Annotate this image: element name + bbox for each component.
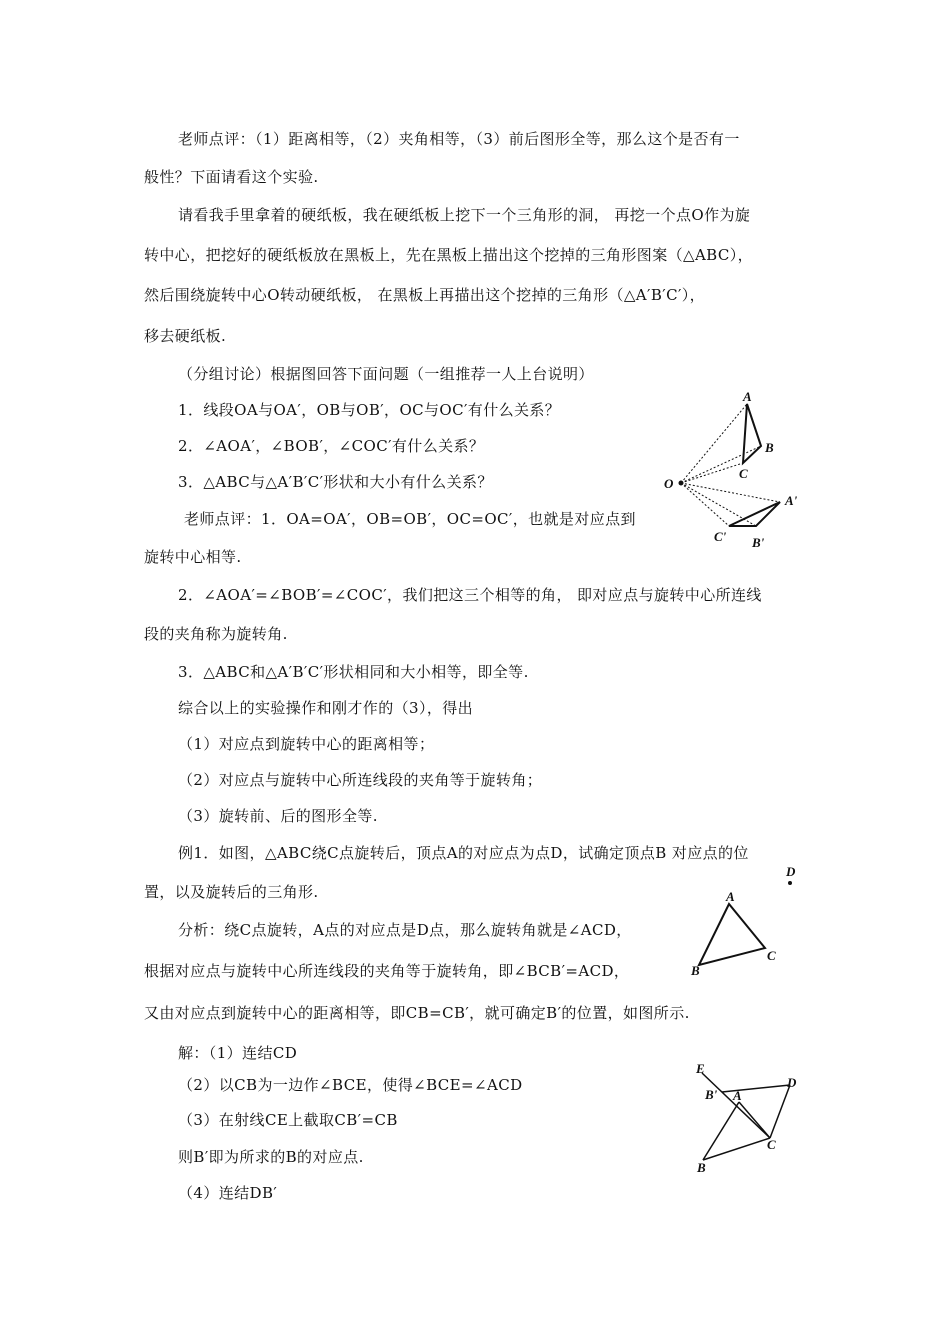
text-line: 置，以及旋转后的三角形.: [144, 883, 319, 901]
construction-figure-3: [685, 1057, 825, 1177]
label-e: E: [696, 1061, 705, 1076]
label-d: D: [786, 864, 796, 879]
text-line: 老师点评：1．OA=OA′，OB=OB′，OC=OC′，也就是对应点到: [184, 510, 636, 528]
point-d: [788, 881, 792, 885]
label-b: B: [697, 1160, 706, 1175]
text-line: 3．△ABC与△A′B′C′形状和大小有什么关系？: [178, 473, 493, 491]
text-line: 则B′即为所求的B的对应点.: [178, 1148, 364, 1166]
label-c: C: [767, 948, 776, 963]
label-a-prime: A': [785, 493, 798, 508]
triangle-figure-2: [685, 862, 815, 982]
text-line: 1．线段OA与OA′，OB与OB′，OC与OC′有什么关系？: [178, 401, 561, 419]
label-b-prime: B': [705, 1087, 718, 1102]
text-line: 段的夹角称为旋转角.: [144, 625, 288, 643]
text-line: 然后围绕旋转中心O转动硬纸板， 在黑板上再描出这个挖掉的三角形（△A′B′C′），: [144, 286, 706, 304]
text-line: 2．∠AOA′=∠BOB′=∠COC′，我们把这三个相等的角， 即对应点与旋转中心所连线: [178, 586, 762, 604]
rotation-figure-1: [650, 385, 820, 555]
text-line: 又由对应点到旋转中心的距离相等，即CB=CB′，就可确定B′的位置，如图所示.: [144, 1004, 690, 1022]
label-a: A: [743, 389, 752, 404]
label-b: B: [691, 963, 700, 978]
label-b-prime: B': [752, 535, 765, 550]
text-line: 2．∠AOA′，∠BOB′，∠COC′有什么关系？: [178, 437, 485, 455]
text-line: 例1．如图，△ABC绕C点旋转后，顶点A的对应点为点D，试确定顶点B 对应点的位: [178, 844, 749, 862]
text-line: 移去硬纸板.: [144, 327, 227, 345]
text-line: 根据对应点与旋转中心所连线段的夹角等于旋转角，即∠BCB′=ACD，: [144, 962, 630, 980]
text-line: 转中心，把挖好的硬纸板放在黑板上，先在黑板上描出这个挖掉的三角形图案（△ABC），: [144, 246, 754, 264]
text-line: 解：（1）连结CD: [178, 1044, 298, 1062]
label-b: B: [765, 440, 774, 455]
text-line: 请看我手里拿着的硬纸板，我在硬纸板上挖下一个三角形的洞， 再挖一个点O作为旋: [178, 206, 751, 224]
text-line: （2）对应点与旋转中心所连线段的夹角等于旋转角；: [178, 771, 543, 789]
label-a: A: [726, 889, 735, 904]
text-line: 综合以上的实验操作和刚才作的（3），得出: [178, 699, 474, 717]
label-o: O: [664, 476, 674, 491]
text-line: 分析：绕C点旋转，A点的对应点是D点，那么旋转角就是∠ACD，: [178, 921, 632, 939]
text-line: （3）旋转前、后的图形全等.: [178, 807, 378, 825]
label-c-prime: C': [714, 529, 727, 544]
point-o: [679, 481, 684, 486]
text-line: 3．△ABC和△A′B′C′形状相同和大小相等，即全等.: [178, 663, 529, 681]
text-line: （2）以CB为一边作∠BCE，使得∠BCE=∠ACD: [178, 1076, 523, 1094]
text-line: 老师点评：（1）距离相等，（2）夹角相等，（3）前后图形全等，那么这个是否有一: [178, 130, 740, 148]
text-line: （1）对应点到旋转中心的距离相等；: [178, 735, 435, 753]
text-line: （分组讨论）根据图回答下面问题（一组推荐一人上台说明）: [178, 365, 594, 383]
label-c: C: [739, 466, 748, 481]
label-a: A: [733, 1088, 742, 1103]
label-c: C: [767, 1137, 776, 1152]
text-line: （3）在射线CE上截取CB′=CB: [178, 1111, 398, 1129]
label-d: D: [787, 1075, 797, 1090]
text-line: 般性？下面请看这个实验.: [144, 168, 319, 186]
text-line: 旋转中心相等.: [144, 548, 242, 566]
text-line: （4）连结DB′: [178, 1184, 278, 1202]
